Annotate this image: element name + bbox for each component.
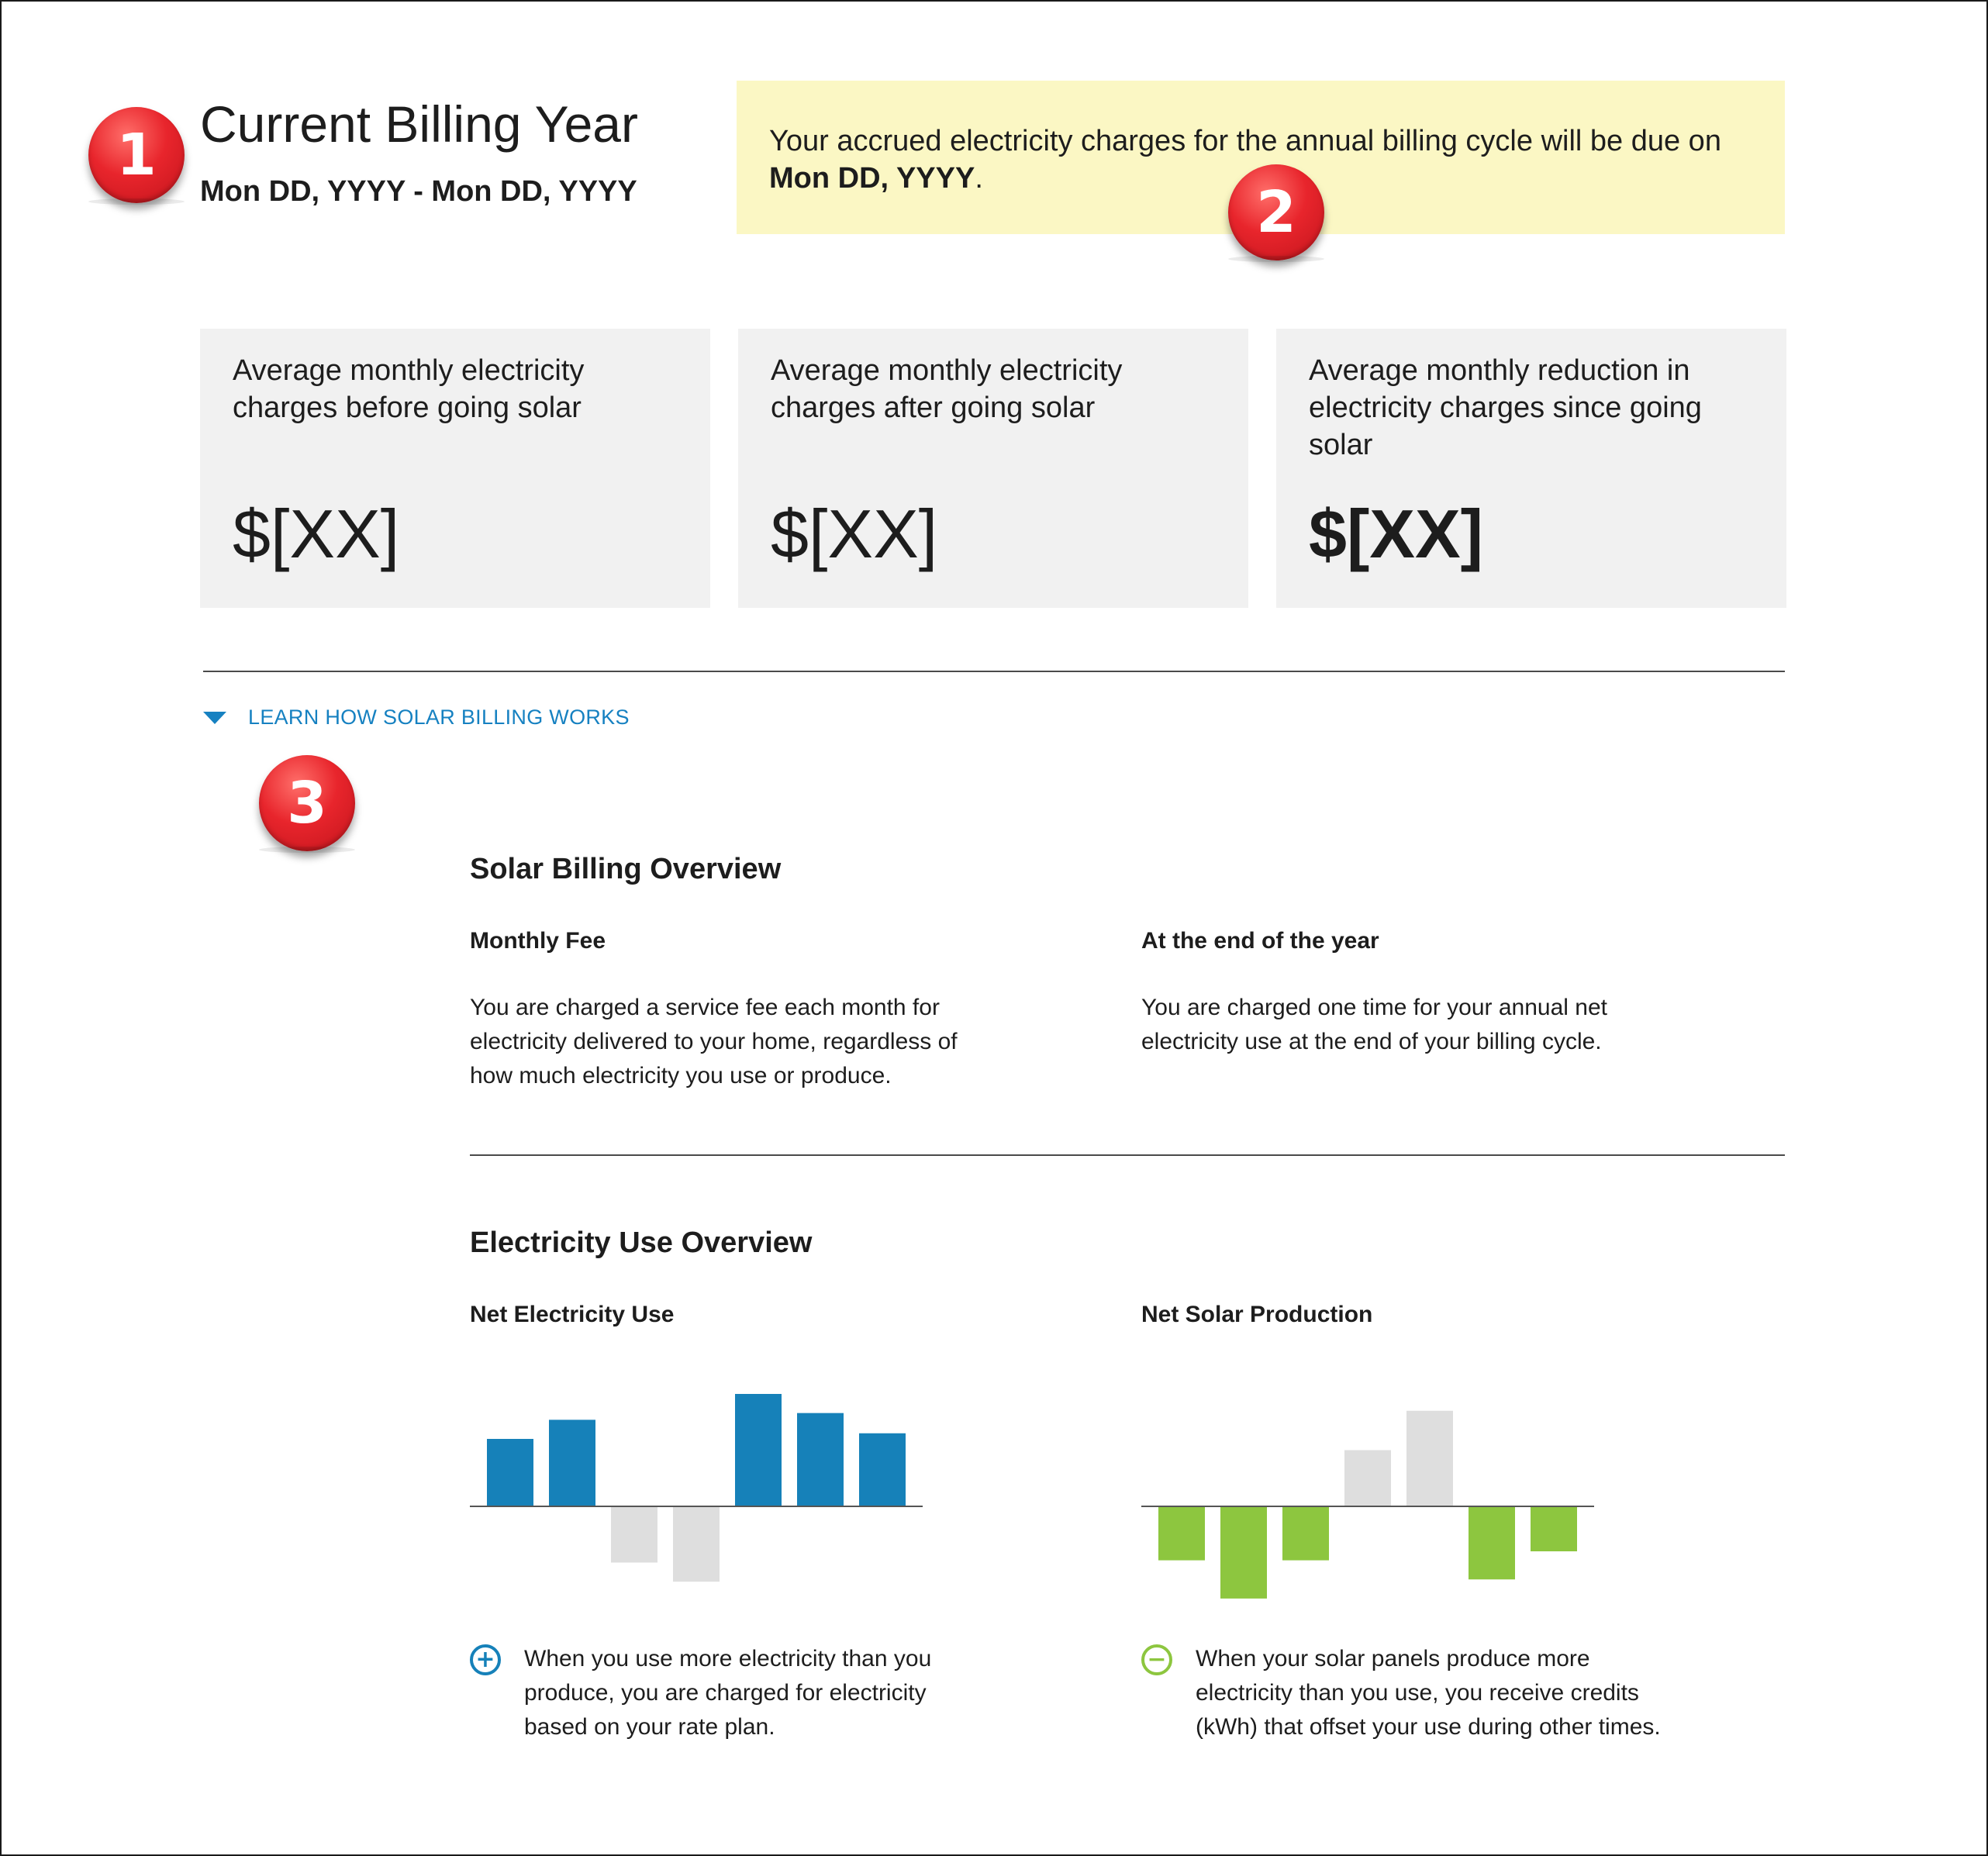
solar-bar-6 — [1469, 1506, 1515, 1579]
solar-bar-4 — [1344, 1451, 1391, 1507]
solar-bar-3 — [1282, 1506, 1329, 1561]
learn-link-label: LEARN HOW SOLAR BILLING WORKS — [248, 705, 630, 729]
card-amount: $[XX] — [233, 495, 400, 572]
card-avg-reduction — [1276, 329, 1786, 608]
net-solar-production-title: Net Solar Production — [1141, 1302, 1373, 1327]
card-label: Average monthly electricity charges before going solar — [233, 354, 585, 424]
end-of-year-text: You are charged one time for your annual net electricity use at the end of your billing cycle. — [1141, 995, 1607, 1054]
card-avg-after-solar — [738, 329, 1248, 608]
net-solar-legend-text: When your solar panels produce more electricity than you use, you receive credits (kWh) that offset your use during other times. — [1196, 1646, 1661, 1740]
card-label: Average monthly reduction in electricity charges since going solar — [1309, 354, 1702, 461]
net-solar-production-chart — [1141, 1380, 1594, 1589]
use-bar-5 — [735, 1394, 782, 1506]
triangle-down-icon — [203, 712, 226, 724]
monthly-fee-title: Monthly Fee — [470, 928, 606, 954]
electricity-use-overview-heading: Electricity Use Overview — [470, 1226, 813, 1259]
net-electricity-use-chart — [470, 1380, 923, 1589]
solar-bar-5 — [1406, 1411, 1453, 1506]
page-title: Current Billing Year — [200, 95, 638, 153]
use-bar-7 — [859, 1433, 906, 1506]
billing-date-range: Mon DD, YYYY - Mon DD, YYYY — [200, 175, 637, 208]
solar-bar-1 — [1158, 1506, 1205, 1561]
due-banner-text: Your accrued electricity charges for the annual billing cycle will be due on — [769, 125, 1721, 157]
monthly-fee-text: You are charged a service fee each month for electricity delivered to your home, regardless of how much electricity you use or produce. — [470, 995, 958, 1088]
net-electricity-use-title: Net Electricity Use — [470, 1302, 675, 1327]
due-banner-suffix: . — [975, 162, 983, 195]
use-bar-2 — [549, 1420, 595, 1506]
card-avg-before-solar — [200, 329, 710, 608]
section-divider — [470, 1154, 1785, 1156]
callout-badge-1: 1 — [88, 107, 185, 203]
net-use-legend-text: When you use more electricity than you produce, you are charged for electricity based on your rate plan. — [524, 1646, 932, 1740]
plus-circle-icon: + — [470, 1644, 501, 1675]
due-banner-date: Mon DD, YYYY — [769, 162, 975, 195]
card-label: Average monthly electricity charges after going solar — [771, 354, 1123, 424]
end-of-year-title: At the end of the year — [1141, 928, 1379, 954]
use-bar-6 — [797, 1413, 844, 1506]
callout-badge-2: 2 — [1228, 164, 1324, 260]
use-bar-4 — [673, 1506, 720, 1582]
minus-circle-icon: − — [1141, 1644, 1172, 1675]
solar-bar-7 — [1531, 1506, 1577, 1551]
learn-solar-billing-link[interactable] — [203, 705, 630, 730]
use-bar-3 — [611, 1506, 657, 1563]
solar-billing-overview-heading: Solar Billing Overview — [470, 853, 782, 885]
card-amount: $[XX] — [1309, 495, 1483, 572]
use-bar-1 — [487, 1439, 533, 1506]
card-amount: $[XX] — [771, 495, 938, 572]
solar-bar-2 — [1220, 1506, 1267, 1599]
callout-badge-3: 3 — [259, 755, 355, 851]
section-divider — [203, 671, 1785, 672]
